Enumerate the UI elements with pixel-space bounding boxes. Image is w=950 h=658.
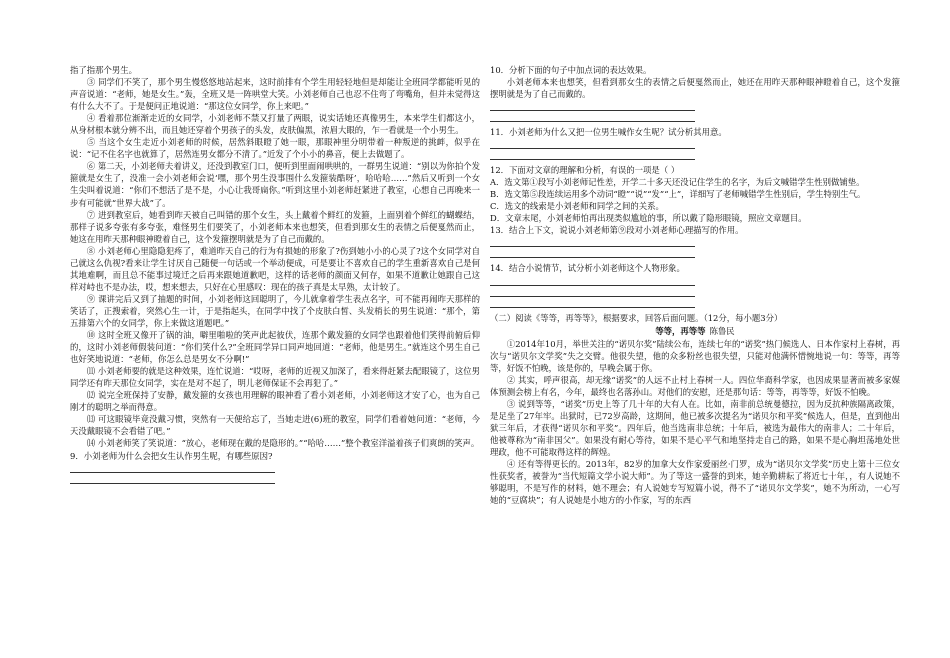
right-column <box>490 64 900 506</box>
question-14: 14．结合小说情节，试分析小刘老师这个人物形象。 <box>490 263 685 274</box>
story-para-8: ⑧ 小刘老师心里隐隐犯疼了，难道昨天自己的行为有损她的形象了?伤到她小小的心灵了?这个女同学对自己就这么仇视?看来让学生讨厌自己随便一句话或一个举动便成，可是要让不喜欢自己的学生重新喜欢自己是何其地难啊，而且总不能事过境迁之后再来跟她道歉吧，这样的话老师的颜面又何存，如果不道歉让她跟自己这样对峙也不是办法，哎，想来想去，只好在心里感叹：现在的孩子真是太早熟，太计较了。 <box>70 245 480 292</box>
article-title-text: 等等，再等等 <box>655 325 706 336</box>
story-para-11: ⑾ 小刘老师要的就是这种效果，连忙说道：“哎呀，老师的近视又加深了，看来得赶紧去配眼镜了，这位男同学还有昨天那位女同学，实在是对不起了，明儿老师保证不会再犯了。” <box>70 366 480 389</box>
answer-line-14b[interactable] <box>490 296 695 297</box>
question-12: 12．下面对文章的理解和分析，有误的一项是（ ） <box>490 165 680 176</box>
answer-line-10a[interactable] <box>490 110 695 111</box>
article-para-3: ③ 说到等等，“诺奖”历史上等了几十年的大有人在。比如，南非前总统曼德拉，因为反抗种族隔离政策，是足坐了27年牢。出狱时，已72岁高龄，这期间，他已被多次提名为“诺贝尔和平奖”候选人，但是，直到他出狱三年后，才获得“诺贝尔和平奖”。四年后，他当选南非总统；十年后，被选为最伟大的南非人；二十年后，他被尊称为“南非国父”。如果没有耐心等待，如果不是心平气和地坚持走自己的路，如果不是心胸坦荡地处世理政，他不可能取得这样的辉煌。 <box>490 398 900 458</box>
story-para-3: ③ 同学们不笑了，那个男生慢悠悠地站起来，这时前排有个学生用轻轻地但是却能让全班同学都能听见的声音说道：“老师，她是女生。”轰，全班又是一阵哄堂大笑。小刘老师自己也忍不住弯了弯嘴角，但并未觉得这有什么大不了。于是便问正地说道：“那这位女同学，你上来吧。” <box>70 77 480 112</box>
question-10-quote: 小刘老师本来也想笑，但看到那女生的表情之后便戛然而止，她还在用昨天那种眼神瞪着自己，这个发箍摆明就是为了自己而戴的。 <box>490 77 900 100</box>
section-2-heading: （二）阅读《等等，再等等》，根据要求，回答后面问题。（12分，每小题3分） <box>490 312 783 323</box>
article-para-2: ② 其实，呼声很高，却无缘“诺奖”的人远不止村上春树一人。四位华裔科学家，也因成果显著而被多家媒体预测会榜上有名，今年，最终也名落孙山。对他们的安慰，还是那句话：等等，再等等，好饭不怕晚。 <box>490 374 900 397</box>
option-12-c: C．选文的线索是小刘老师和同学之间的关系。 <box>490 201 664 212</box>
question-11: 11．小刘老师为什么又把一位男生喊作女生呢？试分析其用意。 <box>490 127 727 138</box>
answer-line-14a[interactable] <box>490 285 695 286</box>
story-para-7: ⑦ 进到教室后，她看到昨天被自己叫错的那个女生，头上戴着个鲜红的发箍，上面别着个鲜红的蝴蝶结，那样子说多夸张有多夸张，难怪男生们要笑了，小刘老师本来也想笑，但看到那女生的表情之后便戛然而止，她这在用昨天那种眼神瞪着自己，这个发箍摆明就是为了自己而戴的。 <box>70 209 480 244</box>
option-12-d: D．文章末尾，小刘老师怕再出现类似尴尬的事，所以戴了隐形眼镜，照应文章题目。 <box>490 213 807 224</box>
answer-line-14c[interactable] <box>490 307 695 308</box>
option-12-a: A．选文第①段写小刘老师记性差，开学二十多天还没记住学生的名字，为后文喊错学生性别做铺垫。 <box>490 177 865 188</box>
answer-line-11a[interactable] <box>490 148 695 149</box>
story-para-14: ⒁ 小刘老师笑了笑说道：“放心，老师现在戴的是隐形的。”“哈哈……”整个教室洋溢着孩子们爽朗的笑声。 <box>86 438 480 449</box>
story-para-9: ⑨ 课讲完后又到了抽题的时间，小刘老师这回聪明了，今儿就拿着学生表点名字，可不能再闹昨天那样的笑话了，正搜索着，突然心生一计，于是指起头，在同学中找了个皮肤白皙、头发梢长的男生说道：“那个，第五排第六个的女同学，你上来做这道题吧。” <box>70 293 480 328</box>
story-para-10: ⑩ 这时全班又像开了锅的油，噼里啪啦的笑声此起彼伏，连那个戴发箍的女同学也跟着他们笑得前俯后仰的，这时小刘老师假装问道：“你们笑什么?”全班同学异口同声地回道：“老师，他是男生。”就连这个男生自己也好笑地说道：“老师，你怎么总是男女不分啊!” <box>70 330 480 365</box>
story-para-13: ⒀ 可这眼镜毕竟没戴习惯，突然有一天便给忘了，当她走进(6)班的教室，同学们看着她问道：“老师，今天没戴眼镜不会看错了吧。” <box>70 414 480 437</box>
left-column <box>70 64 480 488</box>
answer-line-11b[interactable] <box>490 159 695 160</box>
article-author: 陈鲁民 <box>709 325 735 336</box>
answer-line-10b[interactable] <box>490 121 695 122</box>
article-para-4: ④ 还有等得更长的。2013年，82岁的加拿大女作家爱丽丝·门罗，成为“诺贝尔文学奖”历史上第十三位女性获奖者，被誉为“当代短篇文学小说大师”。为了等这一盛誉的到来，她辛勤耕耘了将近七十年，，有人说她不够聪明，不是写作的材料，她不理会；有人说她专写短篇小说，得不了“诺贝尔文学奖”，她不为所动，一心写她的“豆腐块”；有人说她是小地方的小作家，写的东西 <box>490 459 900 506</box>
question-10: 10．分析下面的句子中加点词的表达效果。 <box>490 65 652 75</box>
answer-line-9b[interactable] <box>70 483 275 484</box>
story-para-4: ④ 看着那位渐渐走近的女同学，小刘老师不禁又打量了两眼，说实话她还真像男生，本来学生们都这小，从身材根本就分辨不出，而且她还穿着个男孩子的头发，皮肤偏黑，浓眉大眼的，乍一看就是一个小男生。 <box>70 113 480 136</box>
story-para-5: ⑤ 当这个女生走近小刘老师的时候，居然斜眼瞪了她一眼，那眼神里分明带着一种叛逆的挑衅，似乎在说：“记不住名字也就算了，居然连男女都分不清了。”近发了个小小的鼻音，便上去做题了。 <box>70 137 480 160</box>
story-para-12: ⑿ 说完全班保持了安静，戴发箍的女孩也用理解的眼神看了看小刘老师，小刘老师这才安了心，也为自己刚才的聪明之举而得意。 <box>70 390 480 413</box>
answer-line-13a[interactable] <box>490 246 695 247</box>
story-para-6: ⑥ 第二天，小刘老师夫着讲义，还没到教室门口，便听到里面闹哄哄的，一群男生说道：“别以为你拍个发箍就是女生了，没准一会小刘老师会说‘嘿，那个男生没事围什么发箍装酷呀’，哈哈哈……”然后又听到一个女生尖叫着说道：“你们不想活了是不是，小心让我哥扁你。”听到这里小刘老师赶紧进了教室，心想自己再晚来一步有可能就“世界大战”了。 <box>70 161 480 208</box>
story-para-1: 指了指那个男生。 <box>70 65 137 75</box>
question-13: 13．结合上下文，说说小刘老师第⑨段对小刘老师心理描写的作用。 <box>490 225 744 236</box>
answer-line-13b[interactable] <box>490 257 695 258</box>
article-para-1: ①2014年10月，举世关注的“诺贝尔奖”陆续公布，连续七年的“诺奖”热门候选人、日本作家村上春树，再次与“诺贝尔文学奖”失之交臂。他很失望，他的众多粉丝也很失望，只能对他满怀惜惋地说一句：等等，再等等，好饭不怕晚，该是你的，早晚会属于你。 <box>490 338 900 373</box>
answer-line-9a[interactable] <box>70 472 275 473</box>
article-title <box>490 325 900 337</box>
option-12-b: B．选文第⑤段连续运用多个动词“瞪”“说”“发”“上”，详细写了老师喊错学生性别后，学生特别生气。 <box>490 189 866 200</box>
question-9: 9．小刘老师为什么会把女生认作男生呢，有哪些原因? <box>70 450 273 461</box>
